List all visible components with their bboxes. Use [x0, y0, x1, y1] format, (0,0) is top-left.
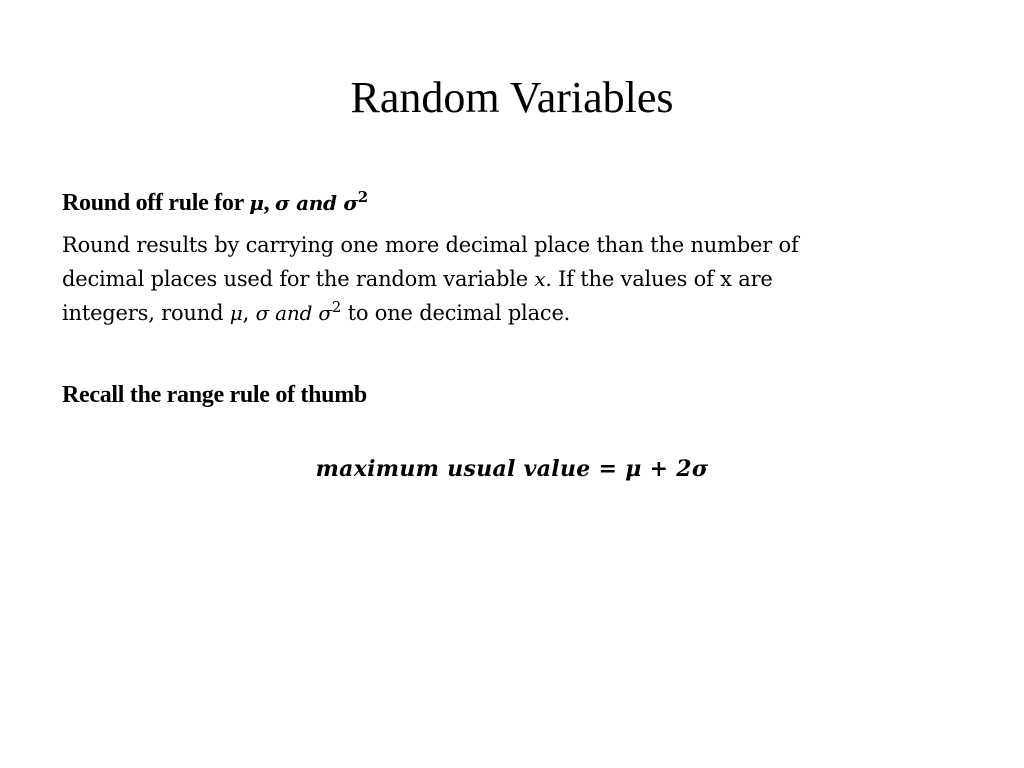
- line3-text-a: integers, round: [62, 301, 230, 325]
- round-off-rule-heading: [62, 188, 368, 218]
- line3-sigma-base: σ: [318, 301, 332, 325]
- heading-and: and: [289, 191, 344, 215]
- line3-comma: ,: [242, 301, 256, 325]
- line3-exponent: 2: [331, 298, 342, 316]
- line3-sigma: σ: [255, 301, 270, 325]
- heading-comma: ,: [263, 190, 275, 216]
- line2-x: x.: [534, 267, 552, 291]
- formula-lhs: maximum usual value: [315, 456, 591, 482]
- line2-text-a: decimal places used for the random variable: [62, 267, 535, 291]
- heading-exponent: 2: [357, 188, 368, 206]
- line2-text-b: If the values of x are: [551, 267, 773, 291]
- formula-plus: +: [641, 456, 677, 482]
- formula-mu: μ: [625, 456, 642, 482]
- heading-sigma: σ: [274, 191, 290, 215]
- range-rule-heading: Recall the range rule of thumb: [62, 382, 367, 408]
- paragraph-line-2: [62, 262, 942, 296]
- heading-sigma-base: σ: [343, 191, 358, 215]
- range-rule-formula: [0, 453, 1024, 485]
- slide-title: Random Variables: [350, 73, 674, 122]
- line3-sigma-squared: [318, 298, 342, 325]
- heading-sigma-squared: [343, 188, 368, 215]
- line3-and: and: [269, 301, 319, 325]
- line3-text-b: to one decimal place.: [341, 301, 571, 325]
- formula-two-sigma: 2σ: [676, 456, 709, 482]
- heading-mu: μ: [249, 191, 264, 215]
- round-off-rule-paragraph: [62, 228, 942, 330]
- heading-text: Round off rule for: [62, 190, 250, 216]
- formula-equals: =: [590, 456, 626, 482]
- paragraph-line-3: [62, 296, 942, 330]
- line3-mu: μ: [229, 301, 243, 325]
- paragraph-line-1: Round results by carrying one more decimal place than the number of: [62, 233, 799, 257]
